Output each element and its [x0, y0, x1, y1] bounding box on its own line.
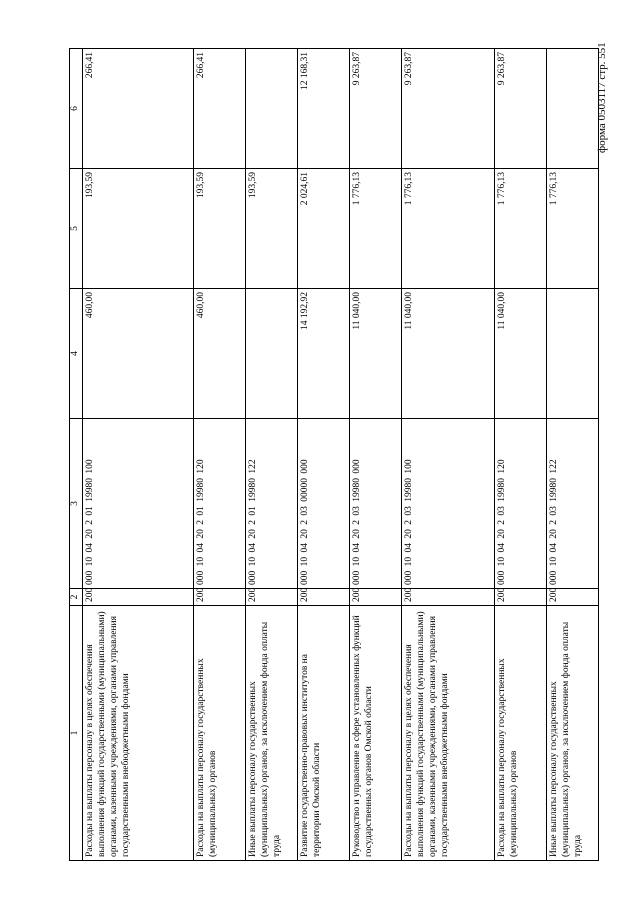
row-classification-code: 000 10 04 20 2 03 19980 100: [401, 419, 494, 589]
row-unexecuted-amount: 9 263,87: [494, 49, 546, 169]
row-classification-code: 000 10 04 20 2 03 19980 122: [546, 419, 598, 589]
row-unexecuted-amount: 266,41: [193, 49, 245, 169]
row-name: Расходы на выплаты персоналу в целях обеспечения выполнения функций государственными (муниципальными) органами, казенными учреждениями, органами управления государственными внебюджетными фондами: [401, 606, 494, 861]
row-classification-code: 000 10 04 20 2 01 19980 120: [193, 419, 245, 589]
row-line-code: 200: [401, 589, 494, 606]
row-executed-amount: 1 776,13: [401, 169, 494, 289]
row-line-code: 200: [546, 589, 598, 606]
column-number: 5: [70, 169, 83, 289]
row-line-code: 200: [494, 589, 546, 606]
row-unexecuted-amount: [546, 49, 598, 169]
table-row: [193, 49, 245, 861]
row-unexecuted-amount: 12 168,31: [297, 49, 349, 169]
column-number-row: [70, 49, 83, 861]
table-row: [546, 49, 598, 861]
row-line-code: 200: [297, 589, 349, 606]
row-name: Расходы на выплаты персоналу в целях обеспечения выполнения функций государственными (муниципальными) органами, казенными учреждениями, органами управления государственными внебюджетными фондами: [82, 606, 193, 861]
column-number: 4: [70, 289, 83, 419]
table-row: [401, 49, 494, 861]
row-executed-amount: 193,59: [82, 169, 193, 289]
row-name: Развитие государственно-правовых институтов на территории Омской области: [297, 606, 349, 861]
row-approved-amount: 11 040,00: [349, 289, 401, 419]
row-unexecuted-amount: 9 263,87: [401, 49, 494, 169]
row-classification-code: 000 10 04 20 2 01 19980 100: [82, 419, 193, 589]
row-name: Иные выплаты персоналу государственных (муниципальных) органов, за исключением фонда оплаты труда: [546, 606, 598, 861]
row-approved-amount: [245, 289, 297, 419]
row-approved-amount: 11 040,00: [494, 289, 546, 419]
row-line-code: 200: [349, 589, 401, 606]
row-executed-amount: 2 024,61: [297, 169, 349, 289]
row-classification-code: 000 10 04 20 2 03 19980 120: [494, 419, 546, 589]
table-row: [82, 49, 193, 861]
expenditure-table: [69, 48, 599, 861]
table-row: [494, 49, 546, 861]
row-approved-amount: 11 040,00: [401, 289, 494, 419]
row-line-code: 200: [193, 589, 245, 606]
column-number: 2: [70, 589, 83, 606]
row-unexecuted-amount: [245, 49, 297, 169]
row-approved-amount: 460,00: [193, 289, 245, 419]
table-row: [245, 49, 297, 861]
row-name: Руководство и управление в сфере установленных функций государственных органов Омской области: [349, 606, 401, 861]
row-approved-amount: [546, 289, 598, 419]
row-classification-code: 000 10 04 20 2 03 00000 000: [297, 419, 349, 589]
row-executed-amount: 193,59: [193, 169, 245, 289]
row-line-code: 200: [245, 589, 297, 606]
row-executed-amount: 1 776,13: [546, 169, 598, 289]
row-unexecuted-amount: 266,41: [82, 49, 193, 169]
row-classification-code: 000 10 04 20 2 01 19980 122: [245, 419, 297, 589]
row-name: Расходы на выплаты персоналу государственных (муниципальных) органов: [193, 606, 245, 861]
column-number: 6: [70, 49, 83, 169]
row-executed-amount: 193,59: [245, 169, 297, 289]
row-executed-amount: 1 776,13: [494, 169, 546, 289]
row-name: Иные выплаты персоналу государственных (муниципальных) органов, за исключением фонда оплаты труда: [245, 606, 297, 861]
row-executed-amount: 1 776,13: [349, 169, 401, 289]
column-number: 1: [70, 606, 83, 861]
form-label: форма 0503117 стр. 551: [596, 42, 608, 153]
row-approved-amount: 460,00: [82, 289, 193, 419]
table-row: [349, 49, 401, 861]
row-unexecuted-amount: 9 263,87: [349, 49, 401, 169]
row-approved-amount: 14 192,92: [297, 289, 349, 419]
row-line-code: 200: [82, 589, 193, 606]
column-number: 3: [70, 419, 83, 589]
table-row: [297, 49, 349, 861]
row-classification-code: 000 10 04 20 2 03 19980 000: [349, 419, 401, 589]
row-name: Расходы на выплаты персоналу государственных (муниципальных) органов: [494, 606, 546, 861]
